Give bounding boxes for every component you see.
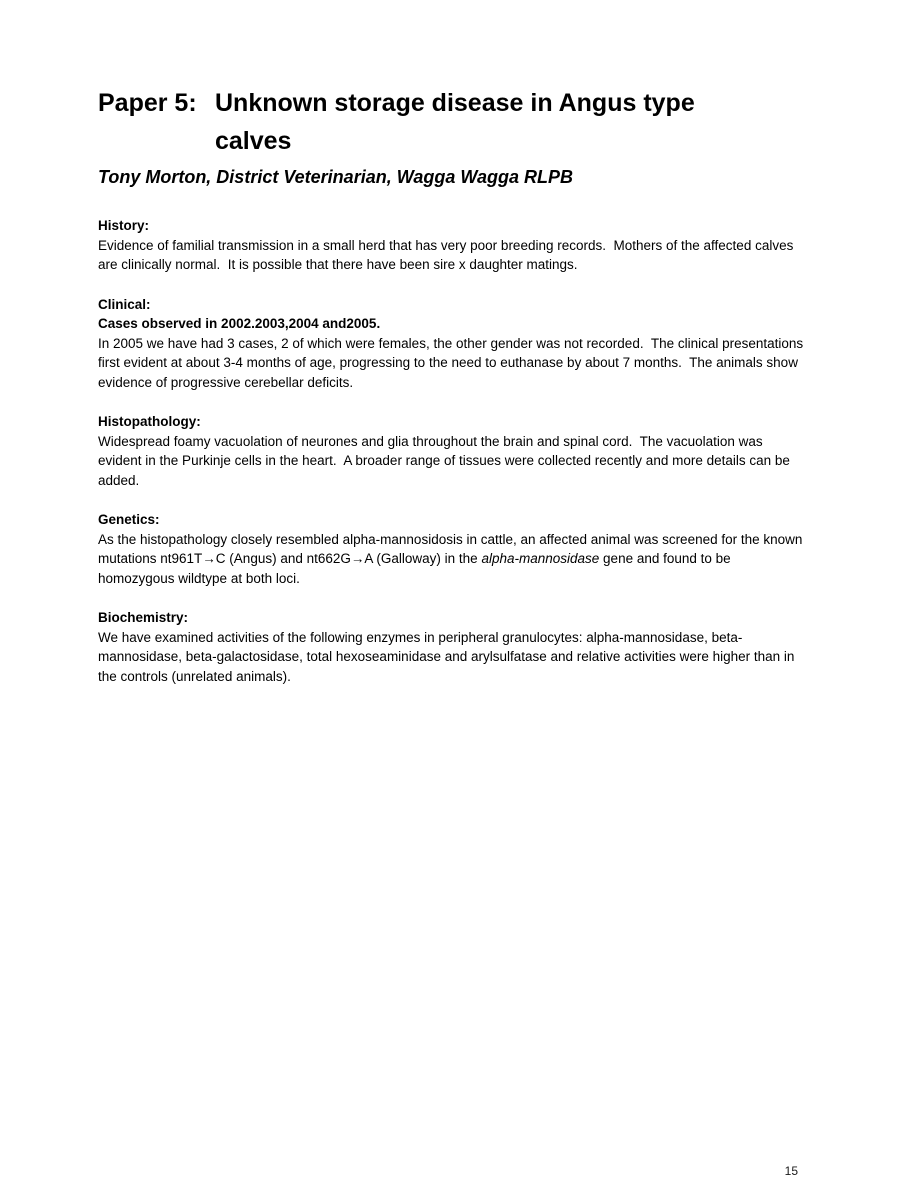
paper-number-label: Paper 5: [98,89,197,117]
section-genetics [98,510,806,588]
section-body-clinical: In 2005 we have had 3 cases, 2 of which were females, the other gender was not recorded. The clinical presentations first evident at about 3-4 months of age, progressing to the need to euthanase by about 7 months. The animals show evidence of progressive cerebellar deficits. [98,335,807,390]
page-number: 15 [784,1164,798,1178]
author-line: Tony Morton, District Veterinarian, Wagga Wagga RLPB [98,167,574,187]
section-heading-clinical: Clinical: [98,296,151,312]
section-heading-genetics: Genetics: [98,512,160,527]
genetics-text-after-italic: gene and found to be homozygous wildtype at both loci. [98,551,735,586]
genetics-gene-name-italic: alpha-mannosidase [481,551,600,566]
paper-title-text: Unknown storage disease in Angus type calves [215,89,695,155]
section-heading-histopathology: Histopathology: [98,414,201,429]
section-body-history: Evidence of familial transmission in a small herd that has very poor breeding records. Mothers of the affected calves are clinically normal. It is possible that there have been sire x daughter matings. [98,237,798,272]
section-body-histopathology: Widespread foamy vacuolation of neurones and glia throughout the brain and spinal cord. The vacuolation was evident in the Purkinje cells in the heart. A broader range of tissues were collected recently and more details can be added. [98,433,794,488]
paper-title [98,84,806,160]
section-histopathology [98,412,806,490]
section-history [98,216,806,275]
section-heading-history: History: [98,218,150,233]
section-body-genetics [98,530,806,589]
section-subheading-clinical: Cases observed in 2002.2003,2004 and2005. [98,316,381,331]
section-biochemistry [98,608,806,686]
section-clinical [98,295,806,393]
genetics-text-before-italic: As the histopathology closely resembled alpha-mannosidosis in cattle, an affected animal was screened for the known mutations nt961T→C (Angus) and nt662G→A (Galloway) in the [98,531,807,566]
section-heading-biochemistry: Biochemistry: [98,610,189,625]
section-body-biochemistry: We have examined activities of the following enzymes in peripheral granulocytes: alpha-mannosidase, beta-mannosidase, beta-galactosidase, total hexoseaminidase and arylsulfatase and relative activities were higher than in the controls (unrelated animals). [98,629,799,684]
